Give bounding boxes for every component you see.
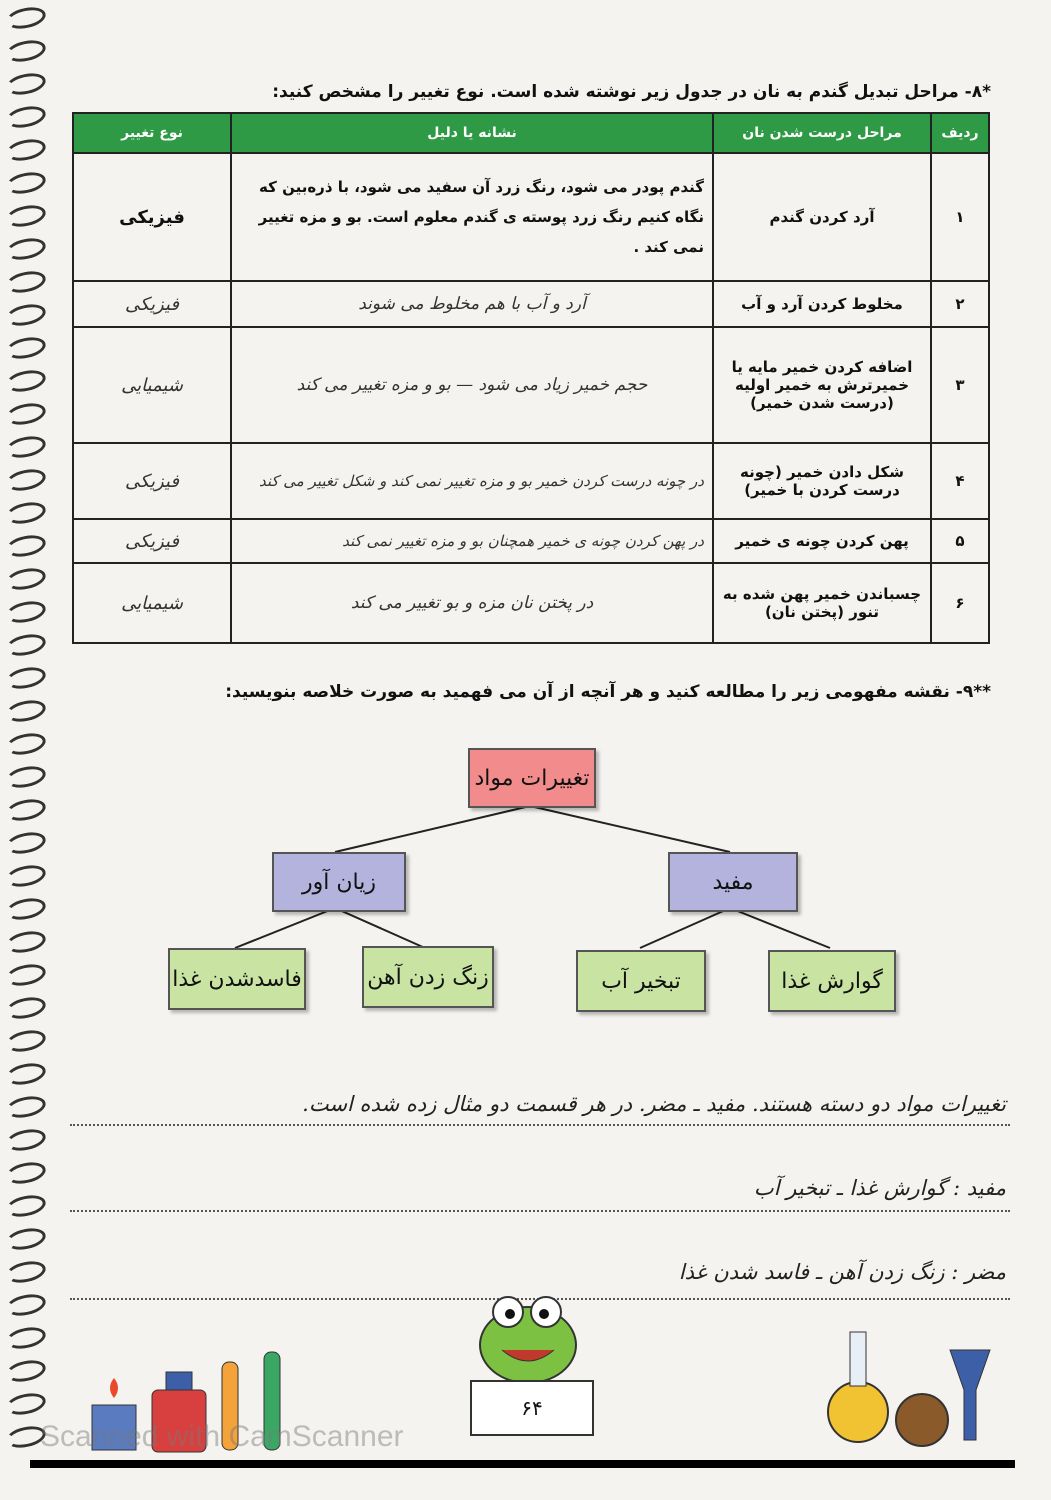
row-number: ۴ (931, 443, 989, 519)
scanner-watermark: Scanned with CamScanner (40, 1420, 404, 1453)
concept-food-spoilage: فاسدشدن غذا (168, 948, 306, 1010)
concept-iron-rusting: زنگ زدن آهن (362, 946, 494, 1008)
row-step: آرد کردن گندم (713, 153, 931, 281)
frog-mascot-icon (480, 1297, 576, 1383)
answer-line-1: تغییرات مواد دو دسته هستند. مفید ـ مضر. در هر قسمت دو مثال زده شده است. (302, 1092, 1006, 1116)
row-type-handwritten: فیزیکی (73, 443, 231, 519)
header-reason: نشانه یا دلیل (231, 113, 713, 153)
row-reason: گندم پودر می شود، رنگ زرد آن سفید می شود، با ذره‌بین که نگاه کنیم رنگ زرد پوسته ی گندم معلوم است. بو و مزه تغییر نمی کند . (231, 153, 713, 281)
header-steps: مراحل درست شدن نان (713, 113, 931, 153)
question-8-title: *۸- مراحل تبدیل گندم به نان در جدول زیر نوشته شده است. نوع تغییر را مشخص کنید: (272, 82, 991, 102)
row-type-handwritten: فیزیکی (73, 519, 231, 563)
row-step: مخلوط کردن آرد و آب (713, 281, 931, 327)
row-reason-handwritten: حجم خمیر زیاد می شود — بو و مزه تغییر می کند (231, 327, 713, 443)
row-number: ۶ (931, 563, 989, 643)
header-row-number: ردیف (931, 113, 989, 153)
concept-digestion: گوارش غذا (768, 950, 896, 1012)
row-type: فیزیکی (73, 153, 231, 281)
question-9-title: **۹- نقشه مفهومی زیر را مطالعه کنید و هر آنچه از آن می فهمید به صورت خلاصه بنویسید: (225, 682, 991, 702)
row-reason-handwritten: در چونه درست کردن خمیر بو و مزه تغییر نمی کند و شکل تغییر می کند (231, 443, 713, 519)
header-change-type: نوع تغییر (73, 113, 231, 153)
row-step: چسباندن خمیر پهن شده به تنور (پختن نان) (713, 563, 931, 643)
row-step: شکل دادن خمیر (چونه درست کردن با خمیر) (713, 443, 931, 519)
concept-harmful: زیان آور (272, 852, 406, 912)
row-type-handwritten: فیزیکی (73, 281, 231, 327)
row-type-handwritten: شیمیایی (73, 563, 231, 643)
concept-useful: مفید (668, 852, 798, 912)
flask-icon (828, 1332, 990, 1446)
row-number: ۵ (931, 519, 989, 563)
concept-root: تغییرات مواد (468, 748, 596, 808)
footer-bar (30, 1460, 1015, 1468)
row-step: اضافه کردن خمیر مایه یا خمیرترش به خمیر اولیه (درست شدن خمیر) (713, 327, 931, 443)
row-type-handwritten: شیمیایی (73, 327, 231, 443)
answer-line-3: مضر : زنگ زدن آهن ـ فاسد شدن غذا (678, 1260, 1006, 1284)
row-number: ۳ (931, 327, 989, 443)
row-reason-handwritten: آرد و آب با هم مخلوط می شوند (231, 281, 713, 327)
row-reason-handwritten: در پختن نان مزه و بو تغییر می کند (231, 563, 713, 643)
row-number: ۱ (931, 153, 989, 281)
concept-water-evaporation: تبخیر آب (576, 950, 706, 1012)
row-step: پهن کردن چونه ی خمیر (713, 519, 931, 563)
page-number: ۶۴ (470, 1380, 594, 1436)
answer-line-2: مفید : گوارش غذا ـ تبخیر آب (753, 1176, 1006, 1200)
row-number: ۲ (931, 281, 989, 327)
row-reason-handwritten: در پهن کردن چونه ی خمیر همچنان بو و مزه تغییر نمی کند (231, 519, 713, 563)
